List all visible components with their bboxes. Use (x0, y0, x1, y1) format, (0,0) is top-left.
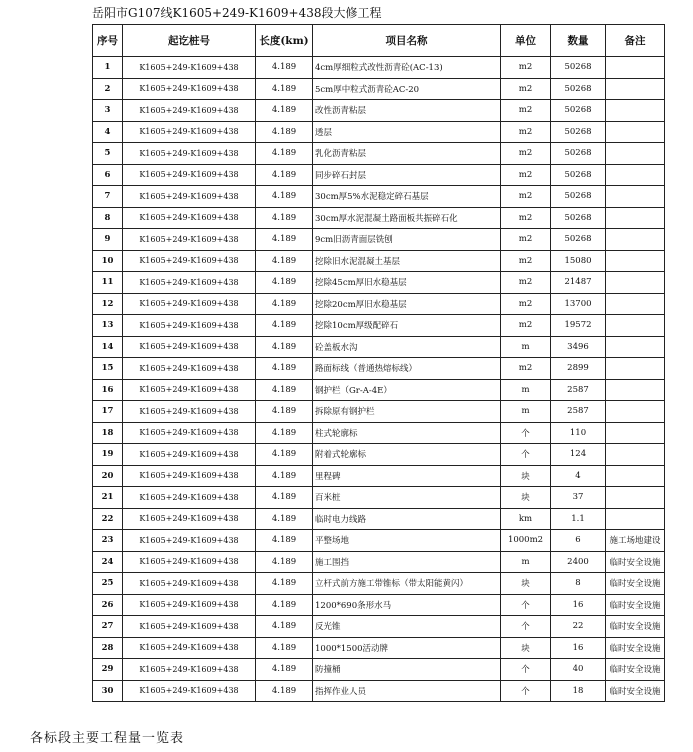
cell-item-name: 挖除20cm厚旧水稳基层 (313, 293, 501, 315)
table-row (93, 551, 665, 573)
cell-note (606, 379, 665, 401)
cell-quantity: 50268 (551, 121, 606, 143)
cell-quantity: 50268 (551, 57, 606, 79)
cell-index: 8 (93, 207, 123, 229)
cell-stake: K1605+249-K1609+438 (123, 616, 256, 638)
cell-unit: m2 (501, 143, 551, 165)
cell-quantity: 16 (551, 594, 606, 616)
cell-item-name: 1000*1500活动牌 (313, 637, 501, 659)
cell-length: 4.189 (256, 444, 313, 466)
table-row (93, 207, 665, 229)
cell-unit: m2 (501, 207, 551, 229)
table-row (93, 487, 665, 509)
cell-note: 临时安全设施 (606, 594, 665, 616)
cell-length: 4.189 (256, 229, 313, 251)
cell-unit: m2 (501, 57, 551, 79)
cell-stake: K1605+249-K1609+438 (123, 229, 256, 251)
cell-note (606, 422, 665, 444)
cell-length: 4.189 (256, 487, 313, 509)
cell-note (606, 229, 665, 251)
cell-stake: K1605+249-K1609+438 (123, 78, 256, 100)
cell-stake: K1605+249-K1609+438 (123, 315, 256, 337)
cell-item-name: 施工围挡 (313, 551, 501, 573)
cell-index: 30 (93, 680, 123, 702)
cell-stake: K1605+249-K1609+438 (123, 358, 256, 380)
cell-length: 4.189 (256, 379, 313, 401)
cell-item-name: 百米桩 (313, 487, 501, 509)
cell-index: 26 (93, 594, 123, 616)
cell-note (606, 186, 665, 208)
cell-item-name: 防撞桶 (313, 659, 501, 681)
cell-index: 6 (93, 164, 123, 186)
cell-item-name: 30cm厚5%水泥稳定碎石基层 (313, 186, 501, 208)
cell-length: 4.189 (256, 293, 313, 315)
cell-quantity: 3496 (551, 336, 606, 358)
cell-stake: K1605+249-K1609+438 (123, 379, 256, 401)
cell-unit: m2 (501, 186, 551, 208)
cell-index: 14 (93, 336, 123, 358)
header-quantity: 数量 (551, 25, 606, 57)
cell-item-name: 里程碑 (313, 465, 501, 487)
cell-stake: K1605+249-K1609+438 (123, 272, 256, 294)
cell-unit: m2 (501, 272, 551, 294)
cell-note: 临时安全设施 (606, 659, 665, 681)
cell-length: 4.189 (256, 100, 313, 122)
cell-unit: m2 (501, 121, 551, 143)
cell-quantity: 50268 (551, 229, 606, 251)
cell-index: 17 (93, 401, 123, 423)
cell-item-name: 指挥作业人员 (313, 680, 501, 702)
cell-index: 11 (93, 272, 123, 294)
cell-stake: K1605+249-K1609+438 (123, 594, 256, 616)
cell-stake: K1605+249-K1609+438 (123, 336, 256, 358)
cell-length: 4.189 (256, 637, 313, 659)
cell-unit: 个 (501, 594, 551, 616)
cell-length: 4.189 (256, 465, 313, 487)
cell-length: 4.189 (256, 358, 313, 380)
cell-quantity: 50268 (551, 143, 606, 165)
header-unit: 单位 (501, 25, 551, 57)
cell-item-name: 砼盖板水沟 (313, 336, 501, 358)
cell-unit: m2 (501, 100, 551, 122)
cell-length: 4.189 (256, 551, 313, 573)
document-title: 岳阳市G107线K1605+249-K1609+438段大修工程 (92, 6, 382, 20)
cell-note (606, 358, 665, 380)
cell-length: 4.189 (256, 659, 313, 681)
cell-note (606, 121, 665, 143)
cell-length: 4.189 (256, 78, 313, 100)
cell-quantity: 21487 (551, 272, 606, 294)
cell-note (606, 207, 665, 229)
cell-unit: 个 (501, 444, 551, 466)
cell-quantity: 50268 (551, 78, 606, 100)
table-row (93, 100, 665, 122)
cell-item-name: 30cm厚水泥混凝土路面板共振碎石化 (313, 207, 501, 229)
cell-item-name: 9cm旧沥青面层铣刨 (313, 229, 501, 251)
cell-stake: K1605+249-K1609+438 (123, 143, 256, 165)
cell-length: 4.189 (256, 315, 313, 337)
cell-quantity: 18 (551, 680, 606, 702)
cell-item-name: 附着式轮廓标 (313, 444, 501, 466)
table-row (93, 465, 665, 487)
cell-unit: m (501, 551, 551, 573)
cell-index: 15 (93, 358, 123, 380)
cell-note (606, 336, 665, 358)
cell-note (606, 164, 665, 186)
cell-index: 24 (93, 551, 123, 573)
cell-note: 施工场地建设 (606, 530, 665, 552)
cell-length: 4.189 (256, 186, 313, 208)
table-row (93, 659, 665, 681)
cell-unit: m (501, 401, 551, 423)
cell-index: 13 (93, 315, 123, 337)
cell-item-name: 透层 (313, 121, 501, 143)
cell-unit: m (501, 379, 551, 401)
cell-quantity: 4 (551, 465, 606, 487)
cell-index: 20 (93, 465, 123, 487)
cell-quantity: 22 (551, 616, 606, 638)
cell-length: 4.189 (256, 250, 313, 272)
cell-quantity: 2587 (551, 379, 606, 401)
cell-item-name: 改性沥青粘层 (313, 100, 501, 122)
table-row (93, 272, 665, 294)
cell-index: 4 (93, 121, 123, 143)
cell-stake: K1605+249-K1609+438 (123, 573, 256, 595)
table-row (93, 78, 665, 100)
cell-item-name: 临时电力线路 (313, 508, 501, 530)
cell-quantity: 50268 (551, 207, 606, 229)
cell-index: 2 (93, 78, 123, 100)
table-row (93, 508, 665, 530)
quantity-table (92, 24, 665, 702)
cell-length: 4.189 (256, 594, 313, 616)
cell-length: 4.189 (256, 164, 313, 186)
table-row (93, 616, 665, 638)
cell-quantity: 8 (551, 573, 606, 595)
cell-quantity: 2587 (551, 401, 606, 423)
cell-quantity: 19572 (551, 315, 606, 337)
cell-unit: 块 (501, 465, 551, 487)
cell-stake: K1605+249-K1609+438 (123, 508, 256, 530)
cell-unit: 块 (501, 573, 551, 595)
cell-index: 7 (93, 186, 123, 208)
cell-item-name: 挖除10cm厚级配碎石 (313, 315, 501, 337)
cell-quantity: 13700 (551, 293, 606, 315)
cell-length: 4.189 (256, 57, 313, 79)
cell-note (606, 401, 665, 423)
cell-quantity: 124 (551, 444, 606, 466)
cell-item-name: 反光锥 (313, 616, 501, 638)
header-note: 备注 (606, 25, 665, 57)
cell-index: 10 (93, 250, 123, 272)
table-row (93, 336, 665, 358)
cell-stake: K1605+249-K1609+438 (123, 487, 256, 509)
cell-unit: m2 (501, 358, 551, 380)
table-row (93, 143, 665, 165)
table-row (93, 680, 665, 702)
cell-length: 4.189 (256, 121, 313, 143)
cell-unit: 个 (501, 616, 551, 638)
cell-item-name: 立杆式前方施工带锥标（带太阳能黄闪） (313, 573, 501, 595)
table-row (93, 164, 665, 186)
cell-length: 4.189 (256, 401, 313, 423)
cell-unit: 1000m2 (501, 530, 551, 552)
cell-index: 28 (93, 637, 123, 659)
cell-length: 4.189 (256, 680, 313, 702)
cell-note (606, 57, 665, 79)
cell-item-name: 钢护栏（Gr-A-4E） (313, 379, 501, 401)
cell-unit: 块 (501, 487, 551, 509)
cell-stake: K1605+249-K1609+438 (123, 465, 256, 487)
cell-quantity: 50268 (551, 164, 606, 186)
cell-unit: m2 (501, 229, 551, 251)
cell-note: 临时安全设施 (606, 551, 665, 573)
table-row (93, 315, 665, 337)
cell-stake: K1605+249-K1609+438 (123, 186, 256, 208)
cell-note (606, 250, 665, 272)
table-row (93, 293, 665, 315)
cell-length: 4.189 (256, 508, 313, 530)
table-row (93, 573, 665, 595)
cell-item-name: 同步碎石封层 (313, 164, 501, 186)
cell-item-name: 1200*690条形水马 (313, 594, 501, 616)
cell-index: 9 (93, 229, 123, 251)
cell-quantity: 16 (551, 637, 606, 659)
cell-note (606, 444, 665, 466)
cell-quantity: 6 (551, 530, 606, 552)
cell-note (606, 78, 665, 100)
cell-stake: K1605+249-K1609+438 (123, 530, 256, 552)
cell-unit: 个 (501, 680, 551, 702)
cell-stake: K1605+249-K1609+438 (123, 422, 256, 444)
cell-stake: K1605+249-K1609+438 (123, 637, 256, 659)
cell-item-name: 乳化沥青粘层 (313, 143, 501, 165)
cell-note (606, 143, 665, 165)
cell-note: 临时安全设施 (606, 637, 665, 659)
cell-index: 5 (93, 143, 123, 165)
cell-unit: m2 (501, 315, 551, 337)
cell-unit: m2 (501, 293, 551, 315)
cell-unit: m2 (501, 250, 551, 272)
cell-index: 18 (93, 422, 123, 444)
cell-index: 12 (93, 293, 123, 315)
header-stake: 起讫桩号 (123, 25, 256, 57)
cell-item-name: 5cm厚中粒式沥青砼AC-20 (313, 78, 501, 100)
cell-length: 4.189 (256, 207, 313, 229)
cell-stake: K1605+249-K1609+438 (123, 659, 256, 681)
cell-length: 4.189 (256, 422, 313, 444)
cell-index: 19 (93, 444, 123, 466)
cell-quantity: 37 (551, 487, 606, 509)
cell-note (606, 315, 665, 337)
cell-stake: K1605+249-K1609+438 (123, 250, 256, 272)
table-caption: 各标段主要工程量一览表 (30, 731, 185, 746)
cell-index: 22 (93, 508, 123, 530)
table-row (93, 594, 665, 616)
table-row (93, 358, 665, 380)
table-row (93, 229, 665, 251)
cell-stake: K1605+249-K1609+438 (123, 121, 256, 143)
cell-quantity: 50268 (551, 186, 606, 208)
cell-unit: 块 (501, 637, 551, 659)
table-row (93, 250, 665, 272)
cell-index: 29 (93, 659, 123, 681)
table-row (93, 422, 665, 444)
table-row (93, 637, 665, 659)
header-length: 长度(km) (256, 25, 313, 57)
cell-length: 4.189 (256, 336, 313, 358)
cell-length: 4.189 (256, 530, 313, 552)
cell-index: 27 (93, 616, 123, 638)
cell-note (606, 293, 665, 315)
table-row (93, 379, 665, 401)
cell-unit: m2 (501, 78, 551, 100)
cell-quantity: 50268 (551, 100, 606, 122)
cell-index: 21 (93, 487, 123, 509)
cell-stake: K1605+249-K1609+438 (123, 293, 256, 315)
cell-item-name: 拆除原有钢护栏 (313, 401, 501, 423)
cell-quantity: 2400 (551, 551, 606, 573)
cell-unit: m2 (501, 164, 551, 186)
cell-index: 3 (93, 100, 123, 122)
cell-item-name: 路面标线（普通热熔标线） (313, 358, 501, 380)
cell-item-name: 柱式轮廓标 (313, 422, 501, 444)
cell-quantity: 15080 (551, 250, 606, 272)
table-row (93, 186, 665, 208)
cell-note (606, 487, 665, 509)
cell-note: 临时安全设施 (606, 573, 665, 595)
cell-stake: K1605+249-K1609+438 (123, 680, 256, 702)
cell-note (606, 465, 665, 487)
cell-quantity: 110 (551, 422, 606, 444)
table-row (93, 57, 665, 79)
cell-index: 1 (93, 57, 123, 79)
cell-stake: K1605+249-K1609+438 (123, 401, 256, 423)
cell-item-name: 4cm厚细粒式改性沥青砼(AC-13) (313, 57, 501, 79)
cell-item-name: 挖除旧水泥混凝土基层 (313, 250, 501, 272)
cell-index: 25 (93, 573, 123, 595)
table-header-row (93, 25, 665, 57)
cell-stake: K1605+249-K1609+438 (123, 100, 256, 122)
cell-length: 4.189 (256, 616, 313, 638)
header-item-name: 项目名称 (313, 25, 501, 57)
cell-unit: 个 (501, 422, 551, 444)
cell-quantity: 40 (551, 659, 606, 681)
cell-quantity: 2899 (551, 358, 606, 380)
cell-quantity: 1.1 (551, 508, 606, 530)
cell-note (606, 508, 665, 530)
cell-length: 4.189 (256, 272, 313, 294)
cell-note: 临时安全设施 (606, 680, 665, 702)
table-row (93, 121, 665, 143)
cell-item-name: 挖除45cm厚旧水稳基层 (313, 272, 501, 294)
cell-index: 16 (93, 379, 123, 401)
cell-stake: K1605+249-K1609+438 (123, 444, 256, 466)
cell-note: 临时安全设施 (606, 616, 665, 638)
cell-item-name: 平整场地 (313, 530, 501, 552)
cell-stake: K1605+249-K1609+438 (123, 57, 256, 79)
cell-length: 4.189 (256, 573, 313, 595)
cell-length: 4.189 (256, 143, 313, 165)
table-row (93, 530, 665, 552)
table-row (93, 444, 665, 466)
header-index: 序号 (93, 25, 123, 57)
cell-stake: K1605+249-K1609+438 (123, 164, 256, 186)
cell-unit: km (501, 508, 551, 530)
cell-index: 23 (93, 530, 123, 552)
cell-unit: m (501, 336, 551, 358)
cell-note (606, 272, 665, 294)
cell-stake: K1605+249-K1609+438 (123, 207, 256, 229)
cell-note (606, 100, 665, 122)
table-row (93, 401, 665, 423)
cell-stake: K1605+249-K1609+438 (123, 551, 256, 573)
table-body (93, 57, 665, 702)
cell-unit: 个 (501, 659, 551, 681)
